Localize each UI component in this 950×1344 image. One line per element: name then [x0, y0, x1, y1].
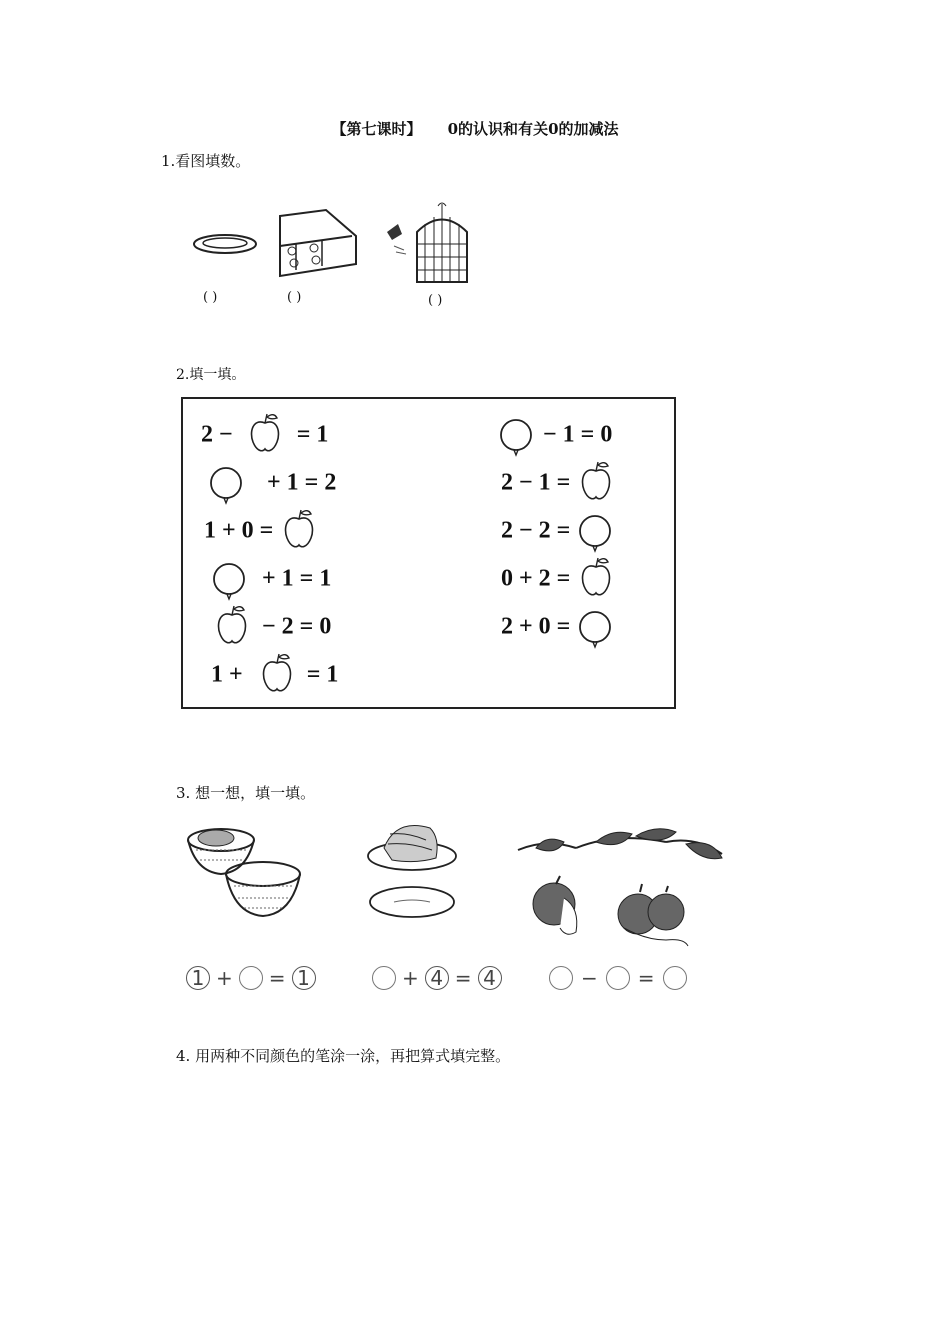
- equation-row: [212, 562, 331, 598]
- operator-minus: −: [581, 966, 598, 990]
- equation-prefix: 1 + 0 =: [204, 517, 274, 544]
- plates-with-bananas-illustration: [366, 818, 466, 923]
- equation-prefix: 2 − 2 =: [501, 517, 571, 544]
- equation-row: [211, 658, 338, 694]
- operator-plus: +: [402, 966, 419, 990]
- apple-icon[interactable]: [214, 610, 256, 646]
- circle-blank-icon[interactable]: [207, 466, 261, 502]
- apple-icon[interactable]: [576, 466, 618, 502]
- lesson-tag: 【第七课时】: [331, 120, 422, 138]
- answer-circle[interactable]: [606, 966, 630, 990]
- equation-prefix: 2 −: [201, 421, 233, 448]
- question-1-label: 1.看图填数。: [161, 152, 251, 170]
- equation-suffix: + 1 = 2: [267, 469, 337, 496]
- circled-number: 4: [425, 966, 449, 990]
- apple-icon[interactable]: [239, 418, 291, 454]
- circled-number: 1: [186, 966, 210, 990]
- picture-equation-3: [549, 966, 687, 994]
- plate-illustration: [192, 232, 262, 262]
- equation-suffix: = 1: [306, 661, 339, 688]
- answer-blank-plate[interactable]: ( ): [203, 290, 218, 305]
- circled-number: 4: [478, 966, 502, 990]
- operator-plus: +: [216, 966, 233, 990]
- equation-row: [214, 610, 331, 646]
- equation-prefix: 1 +: [211, 661, 243, 688]
- apple-icon[interactable]: [576, 562, 618, 598]
- question-4-label: 4. 用两种不同颜色的笔涂一涂，再把算式填完整。: [176, 1047, 511, 1065]
- picture-equation-1: [186, 966, 316, 990]
- operator-equals: =: [268, 966, 286, 990]
- equation-row: [501, 562, 618, 598]
- equation-row: [501, 610, 618, 646]
- circle-blank-icon[interactable]: [576, 610, 618, 646]
- answer-circle[interactable]: [663, 966, 687, 990]
- picture-equation-2: [372, 966, 502, 994]
- answer-circle[interactable]: [372, 966, 396, 990]
- apple-icon[interactable]: [249, 658, 301, 694]
- answer-blank-box[interactable]: ( ): [287, 290, 302, 305]
- page-title: [0, 118, 950, 139]
- equation-row: [501, 514, 618, 550]
- baskets-illustration: [186, 822, 306, 922]
- lesson-topic: 0的认识和有关0的加减法: [447, 120, 619, 138]
- equation-row: [499, 418, 612, 454]
- circled-number: 1: [292, 966, 316, 990]
- equation-suffix: + 1 = 1: [262, 565, 332, 592]
- leaves-and-apples-illustration: [516, 828, 728, 953]
- answer-blank-cage[interactable]: ( ): [428, 293, 443, 308]
- apple-icon[interactable]: [279, 514, 321, 550]
- answer-circle[interactable]: [549, 966, 573, 990]
- operator-equals: =: [637, 966, 655, 990]
- bird-cage-illustration: [382, 202, 477, 292]
- circle-blank-icon[interactable]: [212, 562, 256, 598]
- equation-suffix: = 1: [296, 421, 329, 448]
- equation-row: [207, 466, 336, 502]
- equation-row: [501, 466, 618, 502]
- question-3-label: 3. 想一想，填一填。: [176, 784, 316, 802]
- equation-suffix: − 1 = 0: [543, 421, 613, 448]
- circle-blank-icon[interactable]: [499, 418, 537, 454]
- equation-suffix: − 2 = 0: [262, 613, 332, 640]
- answer-circle[interactable]: [239, 966, 263, 990]
- operator-equals: =: [454, 966, 472, 990]
- equation-prefix: 2 − 1 =: [501, 469, 571, 496]
- question-2-label: 2.填一填。: [176, 367, 246, 383]
- equation-row: [201, 418, 328, 454]
- circle-blank-icon[interactable]: [576, 514, 618, 550]
- equation-prefix: 0 + 2 =: [501, 565, 571, 592]
- equation-row: [204, 514, 321, 550]
- equation-prefix: 2 + 0 =: [501, 613, 571, 640]
- box-with-apples-illustration: [274, 208, 364, 283]
